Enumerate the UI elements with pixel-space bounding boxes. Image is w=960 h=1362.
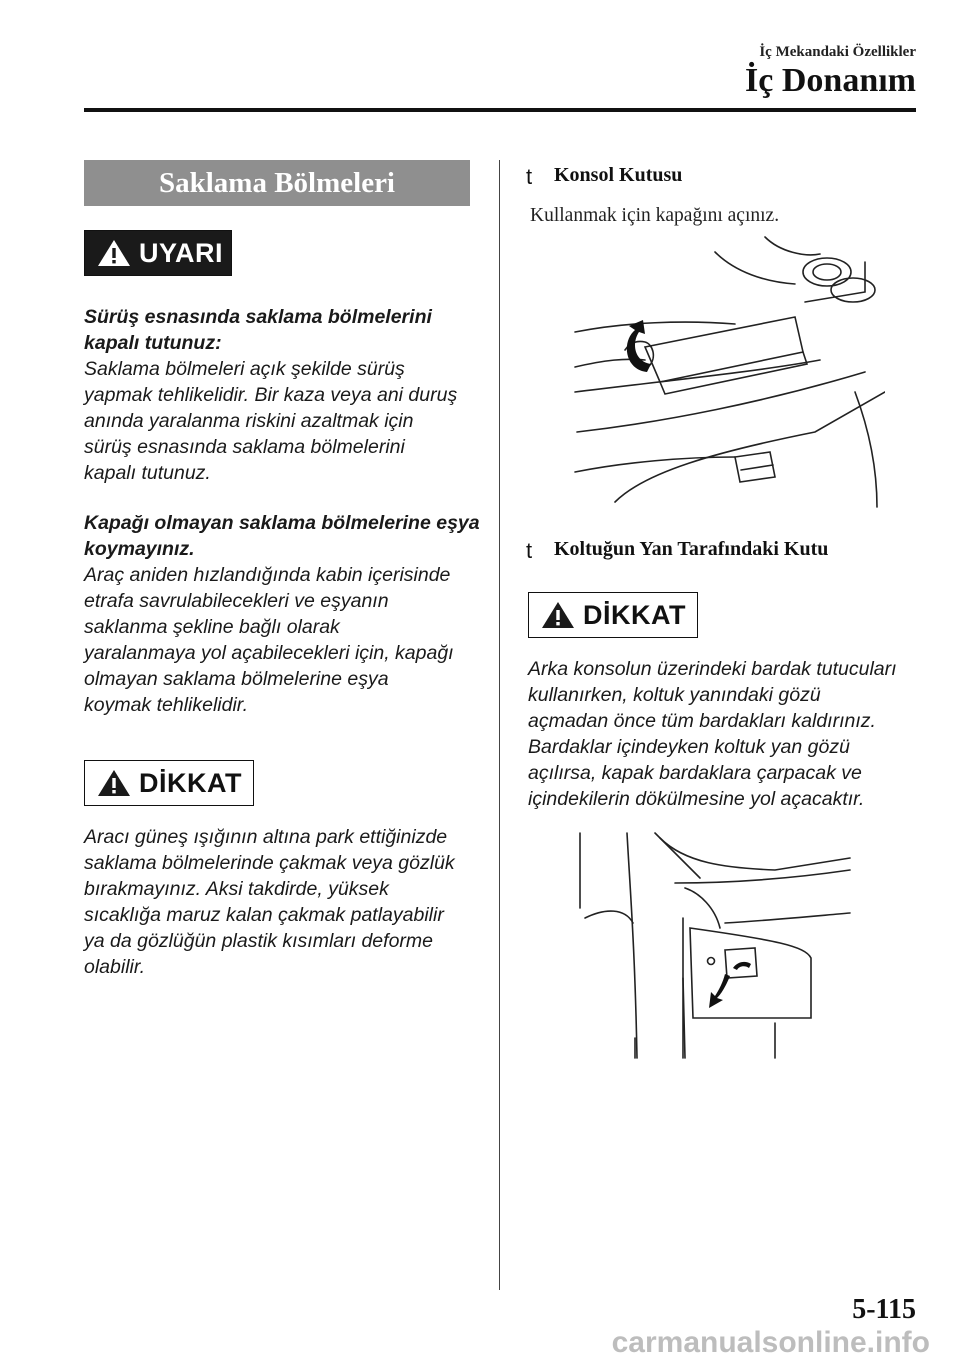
bullet-marker: t [526,164,533,189]
caution-line: kullanırken, koltuk yanındaki gözü [528,684,821,706]
warning-line: Saklama bölmeleri açık şekilde sürüş [84,358,405,380]
warning-line: olmayan saklama bölmelerine eşya [84,668,389,690]
warning-heading-1b: kapalı tutunuz: [84,332,222,354]
warning-text [84,304,484,718]
caution-line: Bardaklar içindeyken koltuk yan gözü [528,736,850,758]
warning-line: sürüş esnasında saklama bölmelerini [84,436,405,458]
caution-icon [97,768,131,798]
warning-box [84,230,232,276]
header-rule [84,108,916,112]
warning-label: UYARI [139,237,224,268]
caution-label: DİKKAT [139,767,242,798]
caution-line: Aracı güneş ışığının altına park ettiğinizde [84,826,448,848]
caution-box-left [84,760,254,806]
caution-box-right [528,592,698,638]
caution-line: Arka konsolun üzerindeki bardak tutucuları [528,658,897,680]
caution-line: açmadan önce tüm bardakları kaldırınız. [528,710,876,732]
caution-line: açılırsa, kapak bardaklara çarpacak ve [528,762,862,784]
chapter-title: İç Donanım [745,62,916,99]
side-box-heading-text: Koltuğun Yan Tarafındaki Kutu [554,538,829,560]
warning-line: anında yaralanma riskini azaltmak için [84,410,414,432]
warning-heading-2a: Kapağı olmayan saklama bölmelerine eşya [84,512,480,534]
caution-line: ya da gözlüğün plastik kısımları deforme [84,930,434,952]
caution-line: olabilir. [84,956,146,978]
warning-line: koymak tehlikelidir. [84,694,248,716]
console-heading-text: Konsol Kutusu [554,164,683,186]
warning-line: saklanma şekline bağlı olarak [84,616,340,638]
caution-text-right [528,656,928,812]
caution-line: sıcaklığa maruz kalan çakmak patlayabilir [84,904,444,926]
watermark: carmanualsonline.info [611,1326,930,1359]
warning-line: yaralanmaya yol açabilecekleri için, kapağı [84,642,454,664]
column-divider [499,160,500,1290]
caution-line: içindekilerin dökülmesine yol açacaktır. [528,788,865,810]
warning-heading-1a: Sürüş esnasında saklama bölmelerini [84,306,432,328]
chapter-subtitle: İç Mekandaki Özellikler [759,44,916,60]
page-number: 5-115 [852,1294,916,1325]
warning-line: yapmak tehlikelidir. Bir kaza veya ani duruş [84,384,458,406]
bullet-marker: t [526,538,533,563]
caution-text-left [84,824,484,980]
warning-line: etrafa savrulabilecekleri ve eşyanın [84,590,389,612]
console-instruction: Kullanmak için kapağını açınız. [530,205,780,226]
warning-heading-2b: koymayınız. [84,538,195,560]
warning-line: kapalı tutunuz. [84,462,211,484]
caution-label: DİKKAT [583,599,686,630]
section-title: Saklama Bölmeleri [84,160,470,206]
side-box-illustration [575,828,875,1068]
console-box-illustration [565,232,885,512]
caution-icon [541,600,575,630]
warning-icon [97,238,131,268]
warning-line: Araç aniden hızlandığında kabin içerisinde [84,564,451,586]
caution-line: saklama bölmelerinde çakmak veya gözlük [84,852,455,874]
caution-line: bırakmayınız. Aksi takdirde, yüksek [84,878,389,900]
